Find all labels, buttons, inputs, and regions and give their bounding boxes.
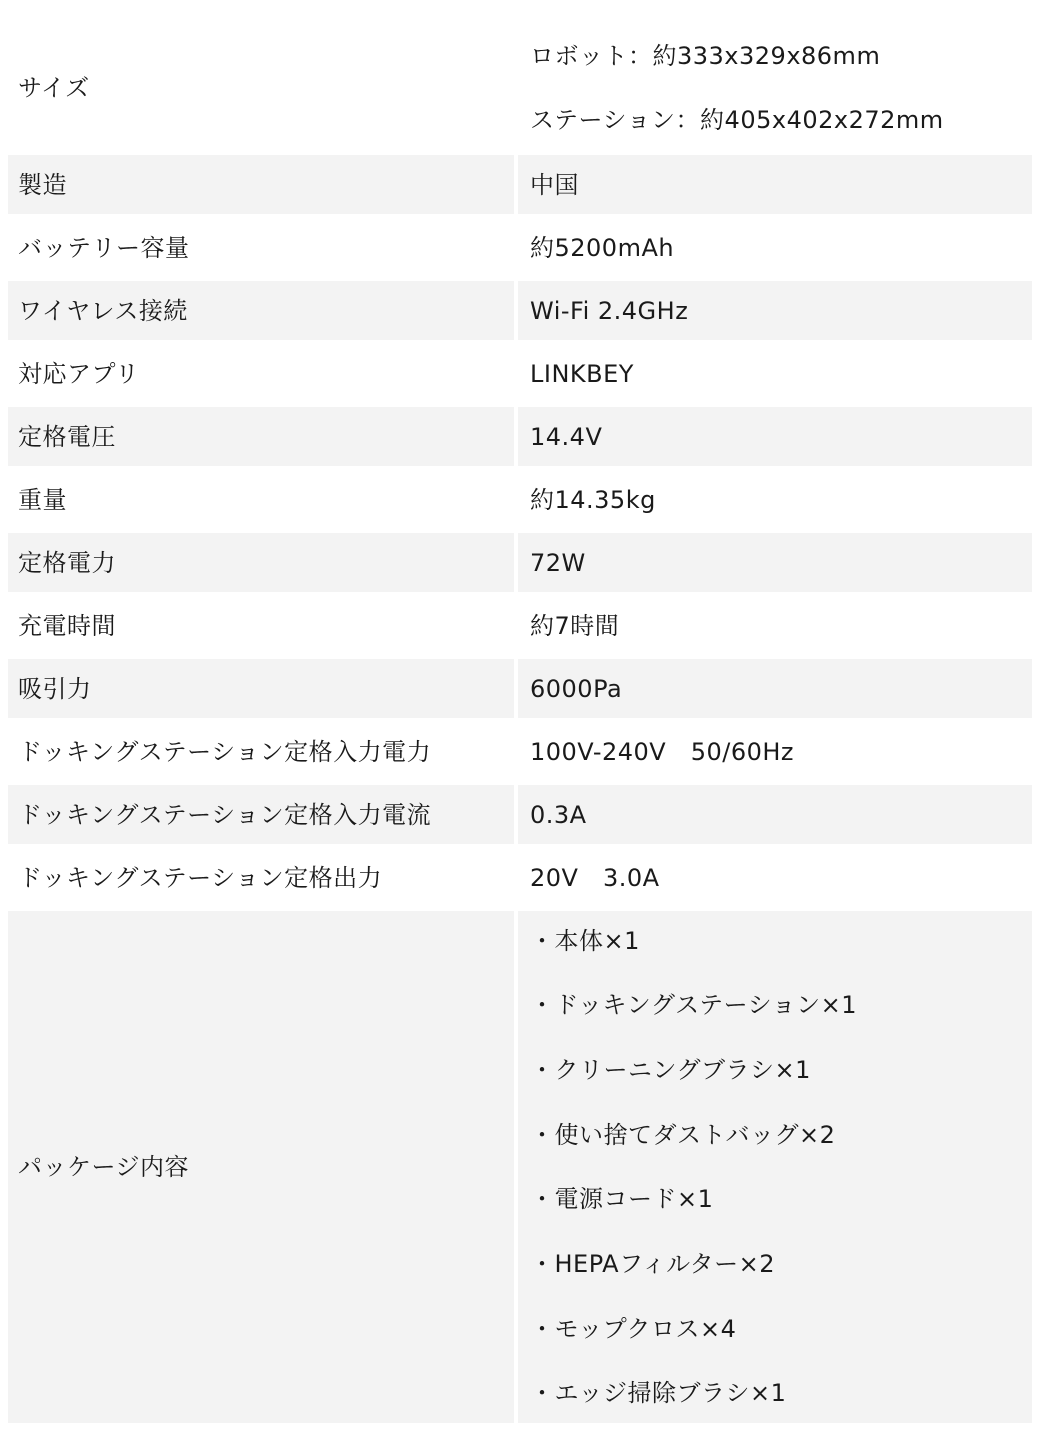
spec-row-rated-power	[8, 533, 1032, 592]
spec-value	[518, 596, 1032, 655]
spec-label-text: バッテリー容量	[18, 233, 190, 262]
spec-label	[8, 722, 514, 781]
spec-label-text: 対応アプリ	[18, 359, 140, 388]
spec-row-dock-input-current	[8, 785, 1032, 844]
spec-value	[518, 659, 1032, 718]
spec-label-text: ドッキングステーション定格入力電力	[18, 737, 432, 766]
spec-label-text: 製造	[18, 170, 67, 199]
spec-label	[8, 911, 514, 1423]
spec-value	[518, 722, 1032, 781]
spec-value	[518, 344, 1032, 403]
spec-row-rated-voltage	[8, 407, 1032, 466]
spec-value-text: 0.3A	[530, 800, 587, 829]
package-item: ・電源コード×1	[530, 1185, 714, 1214]
spec-row-dock-input-power	[8, 722, 1032, 781]
spec-row-manufacture	[8, 155, 1032, 214]
spec-value-text: 72W	[530, 548, 586, 577]
package-item: ・モップクロス×4	[530, 1314, 737, 1343]
package-item: ・本体×1	[530, 926, 640, 955]
package-item: ・クリーニングブラシ×1	[530, 1055, 811, 1084]
spec-label-text: 充電時間	[18, 611, 116, 640]
spec-value	[518, 281, 1032, 340]
spec-value-text: 約7時間	[530, 611, 620, 640]
spec-label	[8, 407, 514, 466]
spec-value-text: 約14.35kg	[530, 485, 656, 514]
spec-label-text: ワイヤレス接続	[18, 296, 188, 325]
spec-label-text: パッケージ内容	[18, 1153, 190, 1181]
spec-value	[518, 218, 1032, 277]
spec-row-wireless	[8, 281, 1032, 340]
spec-value	[518, 848, 1032, 907]
spec-label	[8, 785, 514, 844]
spec-value-text: 14.4V	[530, 422, 603, 451]
spec-value-text: Wi-Fi 2.4GHz	[530, 296, 689, 325]
spec-value-text: 中国	[530, 170, 579, 199]
spec-label	[8, 218, 514, 277]
spec-value-text: 20V 3.0A	[530, 863, 660, 892]
spec-value	[518, 533, 1032, 592]
spec-label	[8, 596, 514, 655]
spec-value	[518, 24, 1032, 151]
spec-value	[518, 470, 1032, 529]
spec-label-text: 重量	[18, 485, 67, 514]
spec-label-text: 定格電圧	[18, 422, 116, 451]
spec-label-text: 定格電力	[18, 548, 116, 577]
spec-row-package-contents	[8, 911, 1032, 1423]
spec-value-text: 100V-240V 50/60Hz	[530, 737, 795, 766]
spec-value-text: 6000Pa	[530, 674, 623, 703]
spec-label	[8, 344, 514, 403]
spec-value-text: LINKBEY	[530, 359, 634, 388]
package-item: ・使い捨てダストバッグ×2	[530, 1120, 836, 1149]
spec-label-text: サイズ	[18, 73, 90, 102]
spec-value-text: ロボット：約333x329x86mm	[530, 41, 881, 70]
package-item: ・エッジ掃除ブラシ×1	[530, 1379, 787, 1408]
package-item: ・HEPAフィルター×2	[530, 1250, 776, 1279]
spec-value	[518, 911, 1032, 1423]
package-item: ・ドッキングステーション×1	[530, 991, 858, 1020]
spec-table	[8, 24, 1032, 1427]
spec-label	[8, 24, 514, 151]
spec-row-battery	[8, 218, 1032, 277]
spec-row-charge-time	[8, 596, 1032, 655]
spec-label	[8, 533, 514, 592]
spec-label-text: ドッキングステーション定格出力	[18, 863, 383, 892]
spec-value	[518, 785, 1032, 844]
spec-value	[518, 155, 1032, 214]
spec-value-text: 約5200mAh	[530, 233, 675, 262]
spec-label-text: 吸引力	[18, 674, 92, 703]
spec-row-suction	[8, 659, 1032, 718]
spec-label	[8, 281, 514, 340]
spec-label-text: ドッキングステーション定格入力電流	[18, 800, 432, 829]
spec-label	[8, 470, 514, 529]
spec-row-dock-output	[8, 848, 1032, 907]
spec-value	[518, 407, 1032, 466]
spec-label	[8, 659, 514, 718]
spec-value-text: ステーション：約405x402x272mm	[530, 105, 944, 134]
spec-row-weight	[8, 470, 1032, 529]
spec-label	[8, 155, 514, 214]
spec-row-size	[8, 24, 1032, 151]
spec-row-app	[8, 344, 1032, 403]
spec-label	[8, 848, 514, 907]
